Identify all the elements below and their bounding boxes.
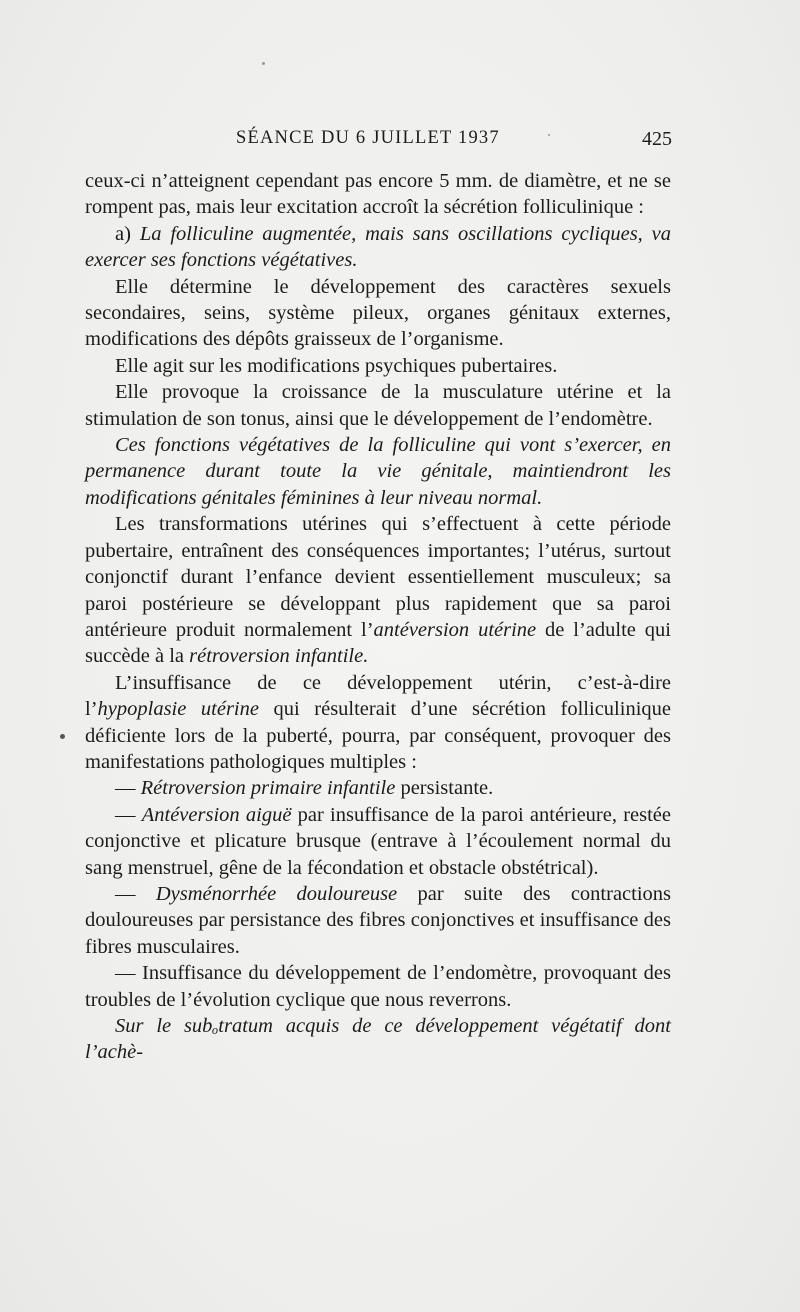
italic-paragraph: Ces fonctions végétatives de la folliculine qui vont s’exercer, en permanence durant toute la vie génitale, maintiendront les modifications génitales féminines à leur niveau normal. — [85, 434, 671, 509]
text-run: de l’adulte qui succède à la — [85, 618, 671, 668]
margin-mark — [60, 734, 65, 739]
page-number: 425 — [642, 128, 672, 150]
list-item — [85, 802, 671, 881]
running-title: SÉANCE DU 6 JUILLET 1937 — [236, 128, 500, 148]
text-run: par insuffisance de la paroi antérieure, restée conjonctive et plicature brusque (entrave à l’écoulement normal du sang menstruel, gêne de la fécondation et obstacle obstétrical). — [85, 803, 671, 879]
italic-text: Antéversion aiguë — [141, 803, 292, 826]
list-item — [85, 881, 671, 960]
page-header — [236, 128, 672, 158]
italic-paragraph: Sur le subₒtratum acquis de ce développement végétatif dont l’achè- — [85, 1015, 671, 1064]
text-run: Les transformations utérines qui s’effectuent à cette période pubertaire, entraînent des conséquences importantes; l’utérus, surtout conjonctif durant l’enfance devient essentiellement musculeux; sa paroi postérieure se développant plus rapidement que sa paroi antérieure produit normalement l’ — [85, 513, 671, 641]
body-text — [85, 168, 671, 1066]
paper-speck — [548, 134, 550, 136]
list-item: — Insuffisance du développement de l’endomètre, provoquant des troubles de l’évolution cyclique que nous reverrons. — [85, 962, 671, 1011]
list-item — [85, 775, 671, 801]
paragraph-a — [85, 221, 671, 274]
paragraph: Elle agit sur les modifications psychiques pubertaires. — [115, 354, 558, 377]
text-run: qui résulterait d’une sécrétion folliculinique déficiente lors de la puberté, pourra, par conséquent, provoquer des manifestations pathologiques multiples : — [85, 698, 671, 773]
text-run: par suite des contractions douloureuses par persistance des fibres conjonctives et insuffisance des fibres musculaires. — [85, 882, 672, 958]
paragraph: ceux-ci n’atteignent cependant pas encore 5 mm. de diamètre, et ne se rompent pas, mais leur excitation accroît la sécrétion folliculinique : — [85, 170, 671, 219]
paragraph — [85, 670, 671, 776]
item-label: a) — [115, 222, 131, 245]
paper-speck — [262, 62, 265, 65]
italic-text: hypoplasie utérine — [97, 698, 259, 721]
paragraph: Elle détermine le développement des caractères sexuels secondaires, seins, système pileux, organes génitaux externes, modifications des dépôts graisseux de l’organisme. — [85, 275, 671, 351]
text-run: L’insuffisance de ce développement utérin, c’est-à-dire l’ — [85, 671, 671, 721]
italic-text: rétroversion infantile. — [189, 645, 369, 668]
paragraph: Elle provoque la croissance de la musculature utérine et la stimulation de son tonus, ainsi que le développement de l’endomètre. — [85, 381, 671, 430]
dash: — — [115, 803, 142, 826]
italic-text: La folliculine augmentée, mais sans oscillations cycliques, va exercer ses fonctions végétatives. — [85, 222, 672, 272]
italic-text: Dysménorrhée douloureuse — [155, 882, 398, 905]
dash: — — [115, 777, 141, 800]
italic-text: antéversion utérine — [373, 618, 537, 641]
text-run: persistante. — [395, 777, 494, 800]
paragraph — [85, 511, 671, 669]
dash: — — [115, 882, 156, 905]
italic-text: Rétroversion primaire infantile — [140, 777, 396, 800]
